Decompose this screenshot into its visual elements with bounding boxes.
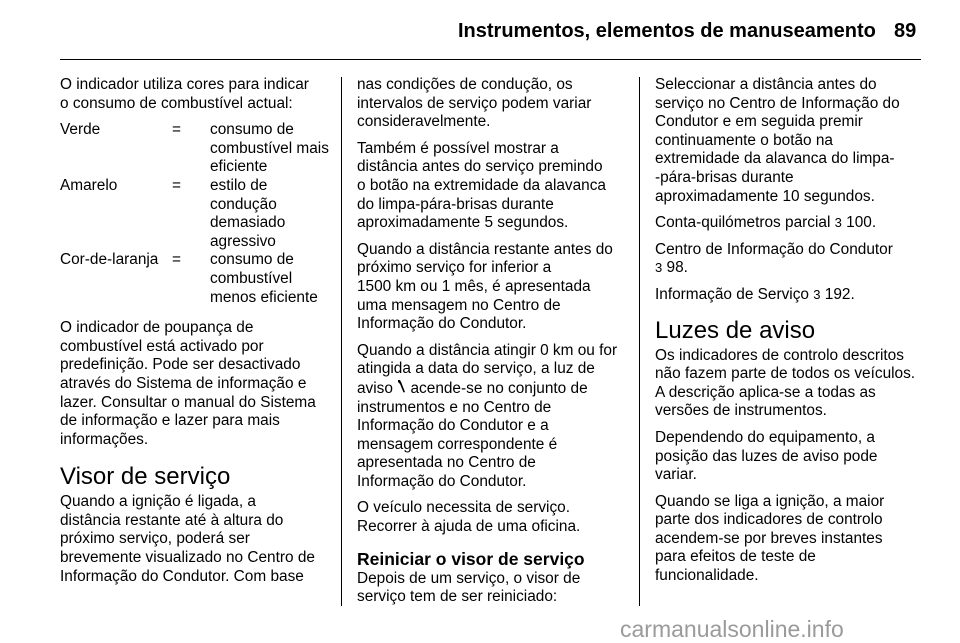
text-line: Informação do Condutor. Com base (60, 567, 304, 585)
text-line: acende-se no conjunto de (410, 379, 588, 397)
wrench-icon (397, 379, 406, 398)
column-left (60, 76, 332, 594)
definition-row-green (60, 121, 332, 177)
text-line: A descrição aplica-se a todas as (655, 383, 876, 401)
paragraph-service-needed (357, 499, 629, 536)
paragraph-control-indicators (655, 347, 925, 421)
text-line: consumo de (210, 121, 294, 139)
text-line: versões de instrumentos. (655, 402, 827, 420)
text-line: mensagem correspondente é (357, 435, 558, 453)
paragraph-reset-service (357, 570, 629, 607)
section-heading-warning-lights: Luzes de aviso (655, 316, 816, 344)
text-line: instrumentos e no Centro de (357, 398, 552, 416)
reference-page[interactable]: 98. (666, 259, 688, 277)
page-header-title: Instrumentos, elementos de manuseamento (458, 20, 876, 42)
text-line: extremidade da alavanca do limpa- (655, 150, 895, 168)
paragraph-remaining-distance (357, 241, 629, 334)
reference-text: Centro de Informação do Condutor (655, 240, 893, 258)
definition-row-yellow (60, 177, 332, 251)
definition-description (190, 251, 332, 307)
text-line: uma mensagem no Centro de (357, 296, 561, 314)
text-line: apresentada no Centro de (357, 454, 536, 472)
subheading-reset-service: Reiniciar o visor de serviço (357, 548, 585, 569)
reference-text: Conta-quilómetros parcial (655, 214, 831, 232)
text-line: serviço tem de ser reiniciado: (357, 588, 558, 606)
text-line: Informação do Condutor e a (357, 417, 549, 435)
text-line: aproximadamente 5 segundos. (357, 214, 569, 232)
definition-term: Verde (60, 121, 101, 139)
text-line: continuamente o botão na (655, 131, 833, 149)
text-line: demasiado (210, 214, 286, 232)
reference-page[interactable]: 192. (824, 285, 855, 303)
text-line: distância antes do serviço premindo (357, 158, 603, 176)
color-definition-list (60, 121, 332, 307)
reference-page[interactable]: 100. (846, 214, 877, 232)
text-line: Quando a ignição é ligada, a (60, 493, 256, 511)
text-line: atingida a data do serviço, a luz de (357, 360, 595, 378)
watermark-text: carmanualsonline.info (620, 616, 844, 642)
text-line: intervalos de serviço podem variar (357, 94, 592, 112)
text-line: Dependendo do equipamento, a (655, 428, 875, 446)
definition-term: Amarelo (60, 176, 118, 194)
page-reference-icon: 3 (813, 286, 821, 302)
text-line: O veículo necessita de serviço. (357, 499, 571, 517)
text-line: Seleccionar a distância antes do (655, 76, 877, 93)
text-line: aproximadamente 10 segundos. (655, 187, 875, 205)
text-line: próximo serviço for inferior a (357, 259, 552, 277)
text-line: combustível mais (210, 139, 329, 157)
text-line: menos eficiente (210, 288, 318, 306)
definition-description (190, 177, 332, 251)
text-line: agressivo (210, 232, 276, 250)
text-line: parte dos indicadores de controlo (655, 511, 883, 529)
text-line: Quando a distância atingir 0 km ou for (357, 341, 618, 359)
reference-text: Informação de Serviço (655, 285, 809, 303)
text-line: o botão na extremidade da alavanca (357, 176, 606, 194)
text-line: funcionalidade. (655, 567, 759, 585)
text-line: Quando a distância restante antes do (357, 240, 613, 258)
column-middle (357, 76, 629, 615)
page-reference-icon: 3 (655, 260, 663, 276)
definition-equals: = (172, 176, 181, 194)
text-line: Os indicadores de controlo descritos (655, 346, 904, 364)
text-line: nas condições de condução, os (357, 76, 573, 93)
definition-equals: = (172, 121, 181, 139)
text-line: eficiente (210, 158, 268, 176)
paragraph-eco-indicator (60, 319, 332, 449)
text-line: Quando se liga a ignição, a maior (655, 492, 885, 510)
paragraph-zero-distance (357, 342, 629, 492)
text-line: Informação do Condutor. (357, 472, 527, 490)
text-line: combustível está activado por (60, 337, 264, 355)
reference-trip-odometer (655, 214, 925, 233)
column-divider-2 (639, 77, 640, 606)
definition-description (190, 121, 332, 177)
text-line: do limpa-pára-brisas durante (357, 195, 554, 213)
text-line: consideravelmente. (357, 113, 491, 131)
text-line: o consumo de combustível actual: (60, 94, 293, 112)
section-heading-service-display: Visor de serviço (60, 463, 231, 491)
text-line: não fazem parte de todos os veículos. (655, 365, 916, 383)
text-line: Informação do Condutor. (357, 315, 527, 333)
text-line: serviço no Centro de Informação do (655, 94, 900, 112)
text-line: através do Sistema de informação e (60, 374, 307, 392)
paragraph-indicator-colors (60, 76, 332, 113)
text-line: Recorrer à ajuda de uma oficina. (357, 518, 581, 536)
text-line: brevemente visualizado no Centro de (60, 549, 315, 567)
paragraph-show-distance (357, 140, 629, 233)
text-line: aviso (357, 379, 393, 397)
reference-service-info (655, 286, 925, 305)
text-line: O indicador utiliza cores para indicar (60, 76, 309, 93)
definition-term: Cor-de-laranja (60, 251, 159, 269)
text-line: próximo serviço, poderá ser (60, 530, 250, 548)
header-divider (60, 59, 921, 60)
paragraph-service-intervals (357, 76, 629, 132)
text-line: estilo de condução (210, 176, 277, 213)
text-line: variar. (655, 466, 697, 484)
reference-driver-info-centre (655, 241, 925, 278)
definition-equals: = (172, 251, 181, 269)
page-reference-icon: 3 (834, 215, 842, 231)
text-line: distância restante até à altura do (60, 511, 284, 529)
page-number: 89 (894, 20, 917, 42)
text-line: Condutor e em seguida premir (655, 113, 863, 131)
text-line: combustível (210, 269, 293, 287)
text-line: de informação e lazer para mais (60, 412, 280, 430)
text-line: -pára-brisas durante (655, 168, 794, 186)
text-line: lazer. Consultar o manual do Sistema (60, 393, 316, 411)
paragraph-ignition-test (655, 493, 925, 586)
text-line: Depois de um serviço, o visor de (357, 569, 581, 587)
text-line: O indicador de poupança de (60, 319, 254, 337)
paragraph-service-display (60, 493, 332, 586)
text-line: consumo de (210, 251, 294, 269)
text-line: predefinição. Pode ser desactivado (60, 356, 301, 374)
column-divider-1 (341, 77, 342, 606)
text-line: 1500 km ou 1 mês, é apresentada (357, 277, 591, 295)
text-line: para efeitos de teste de (655, 548, 816, 566)
column-right (655, 76, 925, 594)
paragraph-equipment (655, 429, 925, 485)
paragraph-select-distance (655, 76, 925, 206)
text-line: acendem-se por breves instantes (655, 529, 883, 547)
text-line: Também é possível mostrar a (357, 139, 559, 157)
text-line: informações. (60, 430, 149, 448)
definition-row-orange (60, 251, 332, 307)
text-line: posição das luzes de aviso pode (655, 447, 878, 465)
